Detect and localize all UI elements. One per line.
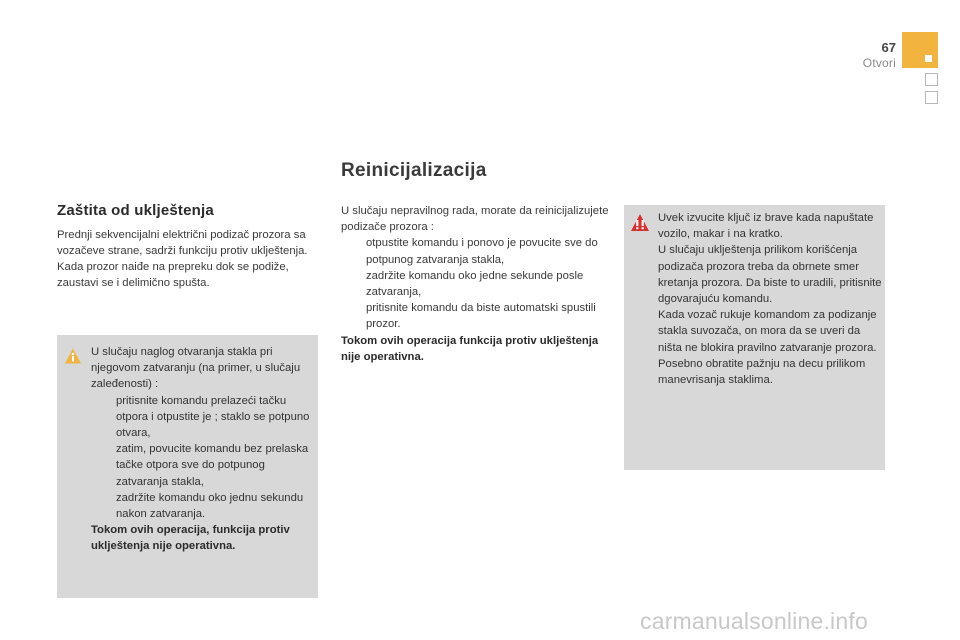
warning-paragraph: U slučaju uklještenja prilikom korišćenja podizača prozora treba da obrnete smer kretanja prozora. Da biste to uradili, pritisnite dgovarajuću komandu.: [658, 244, 882, 306]
list-item-text: pritisnite komandu da biste automatski spustili prozor.: [366, 302, 596, 331]
list-item-text: zatim, povucite komandu bez prelaska tačke otpora sve do potpunog zatvaranja stakla,: [116, 443, 309, 488]
info-box-content: [91, 344, 313, 555]
tab-marker-icon: [925, 55, 932, 62]
reinit-heading: Reinicijalizacija: [341, 160, 487, 181]
section-title: Otvori: [862, 56, 896, 70]
list-item: [91, 393, 313, 442]
anti-pinch-heading: Zaštita od uklještenja: [57, 202, 214, 219]
list-item-text: zadržite komandu oko jednu sekundu nakon zatvaranja.: [116, 491, 304, 521]
info-box: [57, 335, 318, 598]
section-tab-2[interactable]: [925, 73, 938, 86]
warning-box-content: [658, 210, 882, 388]
anti-pinch-description: [57, 227, 322, 291]
warning-paragraph: Uvek izvucite ključ iz brave kada napuštate vozilo, makar i na kratko.: [658, 212, 874, 241]
info-bullet-list: [91, 393, 313, 523]
page-number: 67: [881, 40, 896, 55]
section-tab-active[interactable]: [902, 32, 938, 68]
watermark: carmanualsonline.info: [640, 608, 868, 634]
warning-icon: [630, 213, 650, 232]
list-item: [341, 235, 609, 267]
list-item: [91, 441, 313, 490]
reinit-intro: U slučaju nepravilnog rada, morate da reinicijalizujete podizače prozora :: [341, 205, 609, 234]
warning-paragraph: Kada vozač rukuje komandom za podizanje stakla suvozača, on mora da se uveri da ništa ne blokira pravilno zatvaranje prozora.: [658, 309, 877, 354]
paragraph: Prednji sekvencijalni električni podizač prozora sa vozačeve strane, sadrži funkciju protiv uklještenja.: [57, 229, 308, 257]
list-item: [341, 268, 609, 300]
reinit-content: [341, 203, 609, 365]
list-item: [91, 490, 313, 522]
list-item-text: pritisnite komandu prelazeći tačku otpora i otpustite je ; staklo se potpuno otvara,: [116, 394, 310, 440]
warning-paragraph: Posebno obratite pažnju na decu prilikom manevrisanja staklima.: [658, 357, 866, 387]
warning-box: [624, 205, 885, 470]
list-item: [341, 300, 609, 332]
section-tab-3[interactable]: [925, 91, 938, 104]
info-icon: [64, 347, 82, 365]
list-item-text: otpustite komandu i ponovo je povucite sve do potpunog zatvaranja stakla,: [366, 237, 598, 266]
list-item-text: zadržite komandu oko jedne sekunde posle zatvaranja,: [366, 269, 584, 299]
reinit-note: Tokom ovih operacija funkcija protiv uklještenja nije operativna.: [341, 334, 599, 363]
reinit-bullet-list: [341, 235, 609, 332]
info-note: Tokom ovih operacija, funkcija protiv uklještenja nije operativna.: [91, 524, 290, 553]
info-intro: U slučaju naglog otvaranja stakla pri njegovom zatvaranju (na primer, u slučaju zaleđenosti) :: [91, 346, 301, 391]
paragraph: Kada prozor naiđe na prepreku dok se podiže, zaustavi se i delimično spušta.: [57, 261, 289, 289]
